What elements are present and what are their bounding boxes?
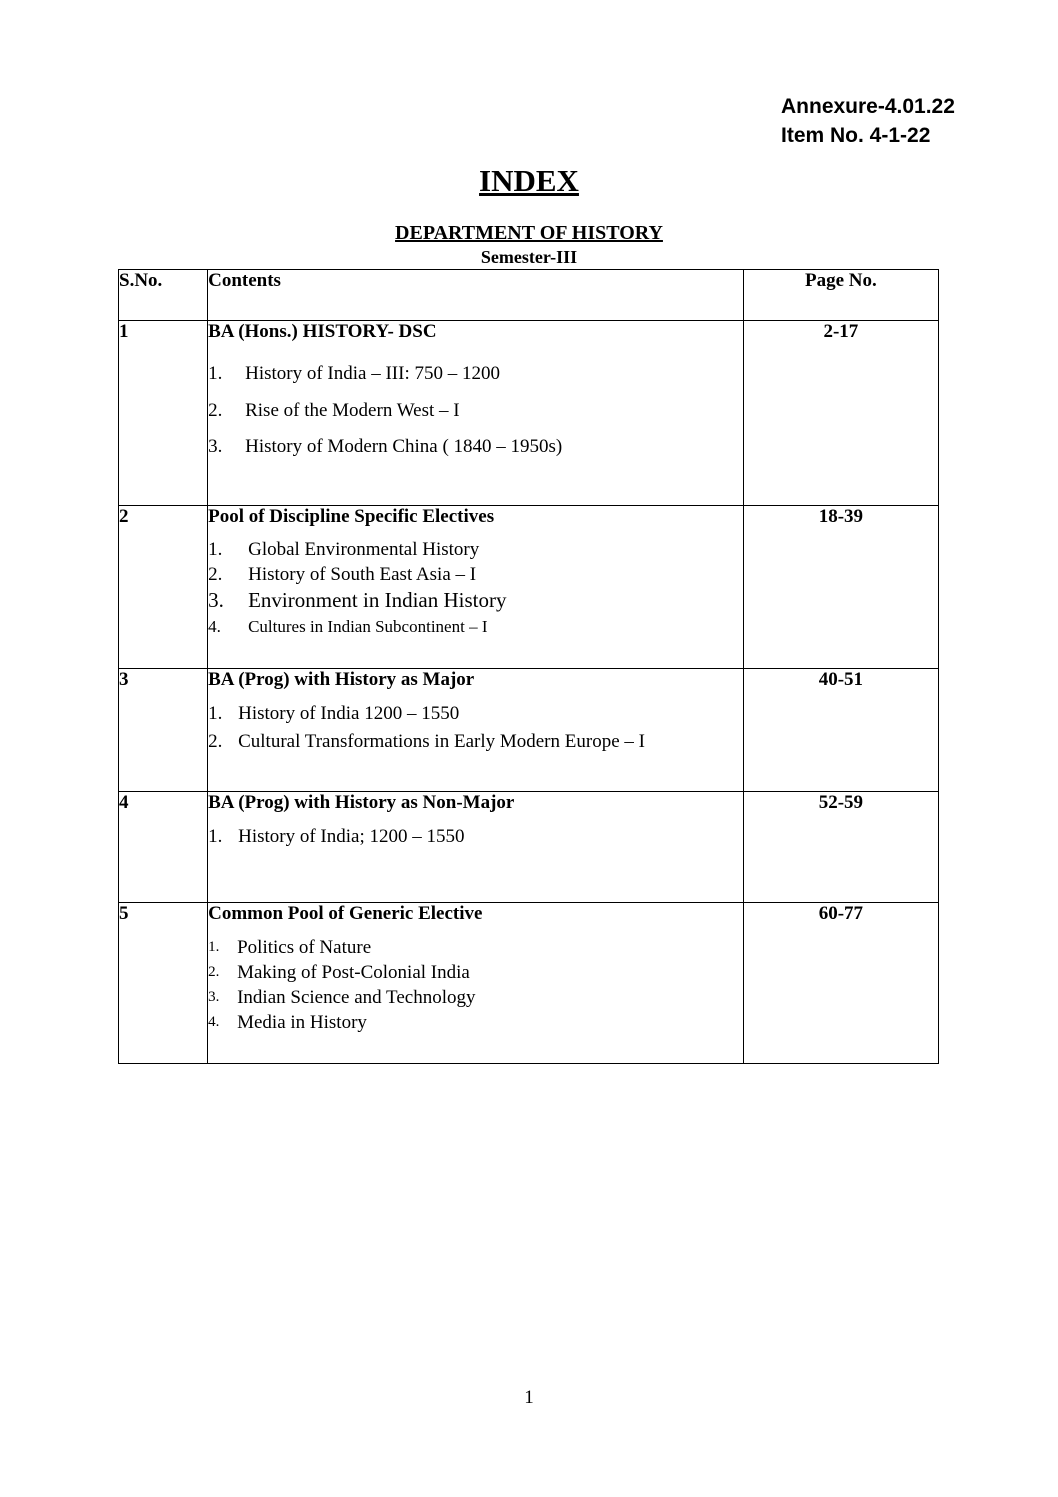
list-item — [208, 429, 743, 466]
index-table — [118, 269, 939, 1064]
item-text: History of India 1200 – 1550 — [238, 703, 460, 724]
list-item — [208, 356, 743, 393]
list-item — [208, 823, 743, 851]
list-item — [208, 960, 743, 985]
row-contents — [208, 669, 744, 792]
item-text: Global Environmental History — [248, 539, 480, 560]
column-header-page: Page No. — [743, 270, 938, 321]
annexure-number: Annexure-4.01.22 — [781, 95, 955, 118]
row-contents — [208, 506, 744, 669]
row-sno: 1 — [119, 321, 208, 506]
row-contents — [208, 321, 744, 506]
item-text: Cultures in Indian Subcontinent – I — [248, 617, 488, 636]
item-number: 4. — [208, 617, 221, 636]
row-page-range: 40-51 — [743, 669, 938, 792]
item-number: 2. — [208, 964, 220, 980]
list-item — [208, 700, 743, 728]
item-number: 1. — [208, 939, 220, 955]
item-text: History of South East Asia – I — [248, 564, 477, 585]
column-header-sno: S.No. — [119, 270, 208, 321]
list-item — [208, 1010, 743, 1035]
row-contents — [208, 792, 744, 903]
item-number: 3. — [208, 588, 224, 612]
item-number: Item No. 4-1-22 — [781, 124, 931, 147]
list-item — [208, 614, 743, 639]
table-row — [119, 792, 939, 903]
item-text: Making of Post-Colonial India — [237, 962, 470, 983]
item-number: 3. — [208, 989, 220, 1005]
item-text: History of India; 1200 – 1550 — [238, 826, 465, 847]
row-page-range: 18-39 — [743, 506, 938, 669]
row-sno: 5 — [119, 903, 208, 1064]
table-header-row — [119, 270, 939, 321]
item-number: 2. — [208, 731, 223, 752]
section-title: BA (Prog) with History as Major — [208, 669, 475, 690]
item-text: Politics of Nature — [237, 937, 372, 958]
semester-title: Semester-III — [480, 247, 578, 267]
row-sno: 3 — [119, 669, 208, 792]
row-page-range: 52-59 — [743, 792, 938, 903]
section-title: BA (Prog) with History as Non-Major — [208, 792, 515, 813]
list-item — [208, 537, 743, 562]
course-list — [208, 356, 743, 466]
column-header-contents: Contents — [208, 270, 744, 321]
row-contents — [208, 903, 744, 1064]
table-row — [119, 669, 939, 792]
item-text: Cultural Transformations in Early Modern Europe – I — [238, 731, 645, 752]
course-list — [208, 700, 743, 756]
section-title: Common Pool of Generic Elective — [208, 903, 483, 924]
list-item — [208, 562, 743, 587]
item-number: 1. — [208, 826, 223, 847]
table-row — [119, 321, 939, 506]
department-title: DEPARTMENT OF HISTORY — [395, 222, 663, 244]
item-text: Indian Science and Technology — [237, 987, 476, 1008]
item-number: 2. — [208, 399, 223, 421]
item-number: 1. — [208, 539, 223, 560]
item-text: History of Modern China ( 1840 – 1950s) — [245, 436, 563, 457]
course-list — [208, 823, 743, 851]
item-text: Environment in Indian History — [248, 588, 507, 612]
page-title: INDEX — [479, 163, 579, 198]
row-sno: 2 — [119, 506, 208, 669]
list-item — [208, 728, 743, 756]
list-item — [208, 393, 743, 430]
item-number: 1. — [208, 703, 223, 724]
item-text: Media in History — [237, 1012, 367, 1033]
item-number: 4. — [208, 1014, 220, 1030]
annexure-header — [781, 92, 955, 150]
item-number: 2. — [208, 564, 223, 585]
item-number: 1. — [208, 363, 223, 384]
course-list — [208, 537, 743, 639]
item-number: 3. — [208, 436, 223, 457]
item-text: Rise of the Modern West – I — [245, 399, 460, 421]
item-text: History of India – III: 750 – 1200 — [245, 363, 500, 384]
row-page-range: 60-77 — [743, 903, 938, 1064]
list-item — [208, 587, 743, 614]
section-title: Pool of Discipline Specific Electives — [208, 506, 495, 527]
row-sno: 4 — [119, 792, 208, 903]
table-row — [119, 506, 939, 669]
page-number: 1 — [524, 1387, 534, 1408]
course-list — [208, 935, 743, 1035]
row-page-range: 2-17 — [743, 321, 938, 506]
list-item — [208, 985, 743, 1010]
table-row — [119, 903, 939, 1064]
list-item — [208, 935, 743, 960]
section-title: BA (Hons.) HISTORY- DSC — [208, 321, 437, 342]
